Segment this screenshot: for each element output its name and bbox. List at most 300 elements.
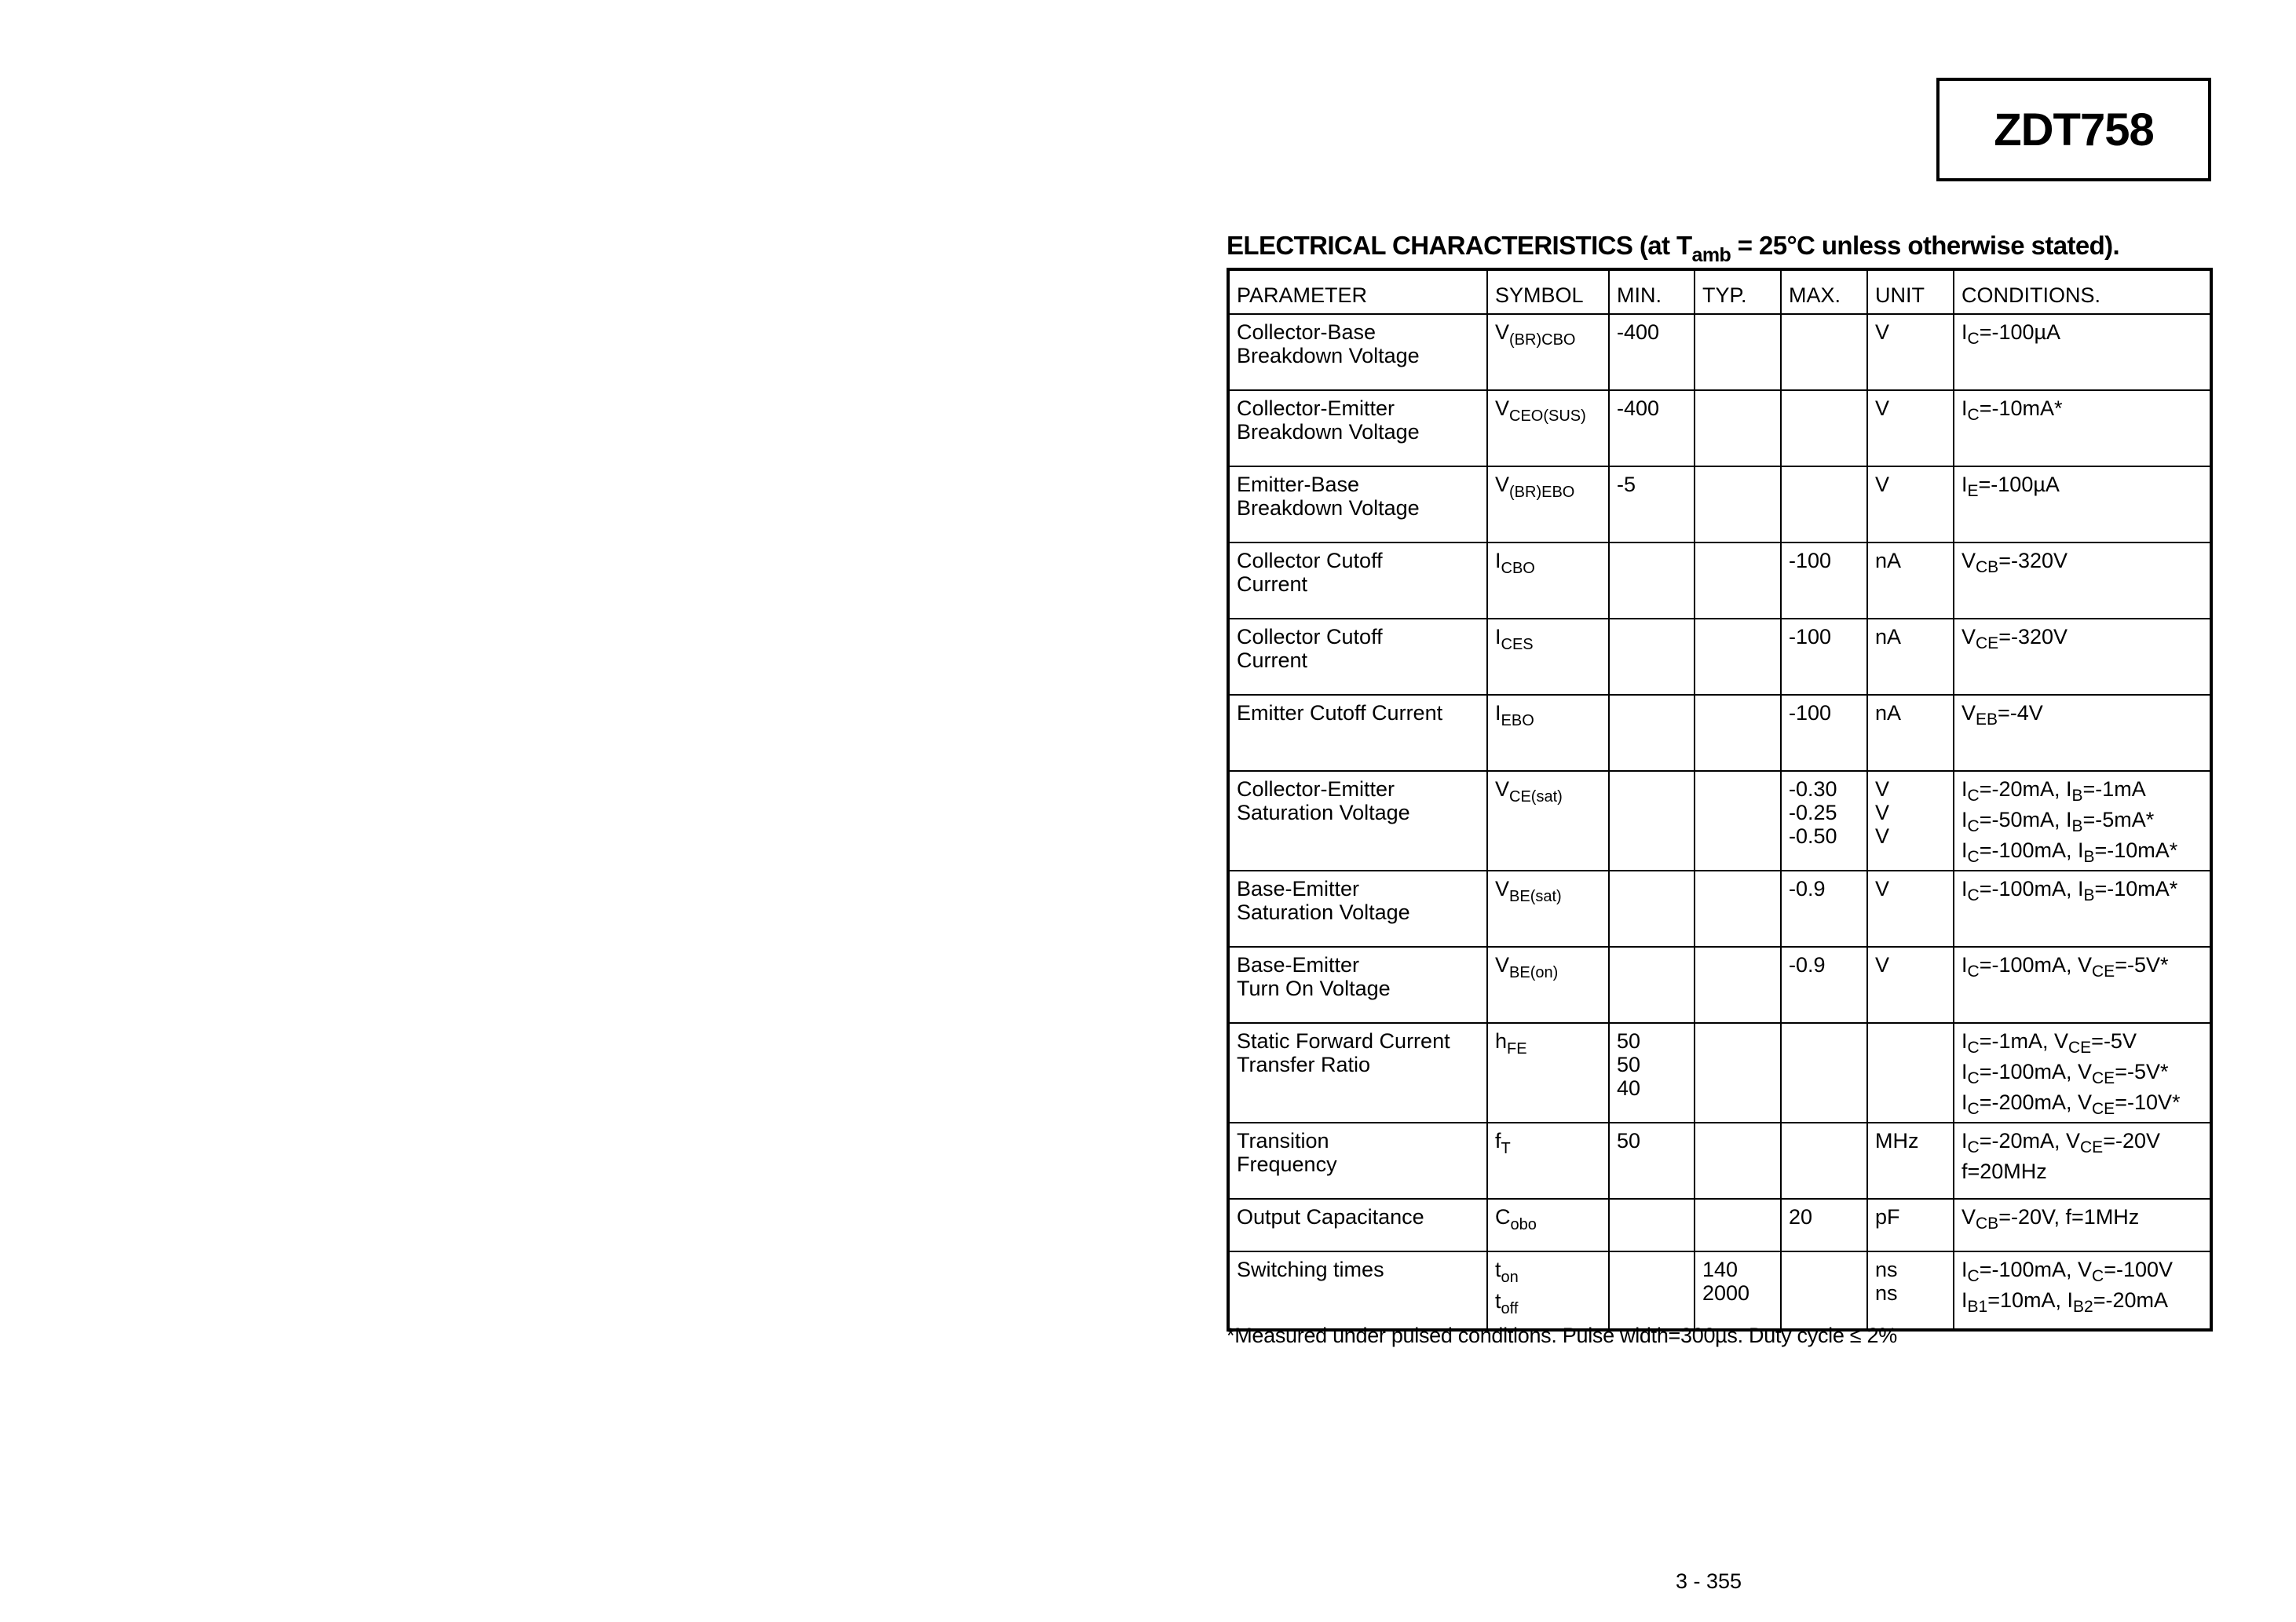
min-cell	[1609, 314, 1695, 390]
parameter-cell-line: Emitter-Base	[1237, 473, 1360, 496]
symbol-cell	[1487, 695, 1609, 771]
section-title	[1227, 231, 2216, 267]
parameter-cell-line: Breakdown Voltage	[1237, 344, 1420, 367]
max-cell	[1781, 771, 1867, 871]
condition-subscript: C	[1967, 1069, 1980, 1087]
max-cell-line: -0.9	[1789, 877, 1826, 901]
parameter-cell-line: Breakdown Voltage	[1237, 420, 1420, 444]
condition-text: =10mA, I	[1987, 1288, 2074, 1312]
min-cell	[1609, 390, 1695, 466]
condition-text: =-10mA*	[2094, 838, 2178, 862]
table-row	[1228, 314, 2211, 390]
condition-text: =-4V	[1998, 701, 2043, 725]
parameter-cell	[1228, 390, 1487, 466]
condition-subscript: C	[1967, 963, 1980, 981]
symbol-line	[1495, 701, 1608, 732]
typ-cell	[1695, 871, 1781, 947]
unit-cell-line: MHz	[1875, 1129, 1919, 1153]
symbol-main: I	[1495, 701, 1501, 725]
unit-cell-line: nA	[1875, 625, 1902, 648]
condition-text: =-10mA*	[1979, 396, 2063, 420]
conditions-cell	[1954, 390, 2211, 466]
section-title-prefix: ELECTRICAL CHARACTERISTICS (at T	[1227, 231, 1692, 260]
unit-cell	[1867, 947, 1954, 1023]
condition-subscript: CE	[2067, 1039, 2092, 1057]
condition-text: I	[1961, 1090, 1968, 1114]
table-row	[1228, 871, 2211, 947]
min-cell	[1609, 1123, 1695, 1199]
parameter-cell	[1228, 1199, 1487, 1251]
symbol-main: V	[1495, 473, 1510, 496]
symbol-cell	[1487, 542, 1609, 619]
condition-text: =-1mA	[2082, 777, 2146, 801]
condition-subscript: C	[1967, 1138, 1980, 1156]
min-cell-line: 40	[1617, 1076, 1641, 1100]
condition-text: =-50mA, I	[1979, 808, 2072, 831]
unit-cell-line: ns	[1875, 1258, 1898, 1281]
symbol-line	[1495, 320, 1608, 352]
min-cell-line: 50	[1617, 1129, 1641, 1153]
parameter-cell	[1228, 619, 1487, 695]
max-cell-line: -0.30	[1789, 777, 1837, 801]
part-number: ZDT758	[1994, 104, 2154, 155]
parameter-cell	[1228, 871, 1487, 947]
condition-line	[1961, 625, 2210, 656]
condition-text: V	[1961, 625, 1976, 648]
unit-cell	[1867, 1251, 1954, 1330]
parameter-cell-line: Frequency	[1237, 1153, 1337, 1176]
parameter-cell-line: Current	[1237, 648, 1308, 672]
symbol-cell	[1487, 947, 1609, 1023]
condition-subscript: CB	[1976, 1215, 1999, 1233]
unit-cell-line: V	[1875, 953, 1890, 977]
conditions-cell	[1954, 1023, 2211, 1123]
unit-cell-line: V	[1875, 396, 1890, 420]
symbol-main: V	[1495, 320, 1510, 344]
max-cell	[1781, 1023, 1867, 1123]
typ-cell	[1695, 466, 1781, 542]
parameter-cell-line: Collector-Emitter	[1237, 396, 1395, 420]
electrical-characteristics-table	[1227, 268, 2213, 1332]
condition-text: =-100µA	[1979, 320, 2061, 344]
unit-cell	[1867, 871, 1954, 947]
unit-cell	[1867, 542, 1954, 619]
symbol-main: V	[1495, 877, 1510, 901]
condition-line	[1961, 1258, 2210, 1288]
symbol-main: C	[1495, 1205, 1511, 1229]
condition-line	[1961, 473, 2210, 503]
parameter-cell-line: Collector-Base	[1237, 320, 1377, 344]
table-header-row	[1228, 269, 2211, 314]
min-cell	[1609, 1023, 1695, 1123]
parameter-cell	[1228, 771, 1487, 871]
condition-subscript: C	[1967, 848, 1980, 866]
max-cell-line: -100	[1789, 701, 1832, 725]
parameter-cell	[1228, 314, 1487, 390]
table-row	[1228, 1123, 2211, 1199]
min-cell	[1609, 1199, 1695, 1251]
header-conditions: CONDITIONS.	[1954, 269, 2211, 314]
unit-cell	[1867, 619, 1954, 695]
max-cell	[1781, 542, 1867, 619]
condition-subscript: B	[2071, 787, 2083, 805]
unit-cell	[1867, 771, 1954, 871]
unit-cell-line: nA	[1875, 701, 1902, 725]
min-cell	[1609, 1251, 1695, 1330]
condition-text: I	[1961, 1129, 1968, 1153]
condition-text: =-100mA, V	[1979, 953, 2093, 977]
unit-cell	[1867, 390, 1954, 466]
condition-line	[1961, 808, 2210, 838]
max-cell	[1781, 466, 1867, 542]
condition-text: I	[1961, 396, 1968, 420]
min-cell	[1609, 542, 1695, 619]
condition-subscript: B	[2071, 817, 2083, 835]
min-cell	[1609, 947, 1695, 1023]
header-typ: TYP.	[1695, 269, 1781, 314]
parameter-cell-line: Transfer Ratio	[1237, 1053, 1371, 1076]
typ-cell	[1695, 1199, 1781, 1251]
conditions-cell	[1954, 619, 2211, 695]
condition-text: =-20mA, V	[1979, 1129, 2080, 1153]
max-cell-line: -100	[1789, 625, 1832, 648]
max-cell	[1781, 695, 1867, 771]
symbol-main: f	[1495, 1129, 1501, 1153]
condition-subscript: B1	[1967, 1298, 1988, 1316]
conditions-cell	[1954, 1251, 2211, 1330]
conditions-cell	[1954, 1199, 2211, 1251]
parameter-cell	[1228, 1123, 1487, 1199]
condition-text: =-20mA	[2093, 1288, 2168, 1312]
typ-cell	[1695, 1023, 1781, 1123]
condition-text: =-5V	[2091, 1029, 2137, 1053]
condition-subscript: CB	[1976, 558, 1999, 576]
header-min: MIN.	[1609, 269, 1695, 314]
condition-text: =-20mA, I	[1979, 777, 2072, 801]
part-number-box	[1936, 78, 2211, 181]
symbol-line	[1495, 1205, 1608, 1237]
parameter-cell-line: Output Capacitance	[1237, 1205, 1424, 1229]
table-row	[1228, 619, 2211, 695]
symbol-main: V	[1495, 777, 1510, 801]
symbol-main: I	[1495, 549, 1501, 572]
typ-cell	[1695, 771, 1781, 871]
symbol-subscript: CE(sat)	[1509, 788, 1563, 806]
typ-cell	[1695, 390, 1781, 466]
symbol-subscript: (BR)CBO	[1509, 331, 1576, 349]
parameter-cell-line: Emitter Cutoff Current	[1237, 701, 1443, 725]
condition-text: I	[1961, 320, 1968, 344]
unit-cell	[1867, 695, 1954, 771]
condition-line	[1961, 1129, 2210, 1160]
unit-cell	[1867, 1199, 1954, 1251]
parameter-cell-line: Base-Emitter	[1237, 953, 1360, 977]
footnote: *Measured under pulsed conditions. Pulse width=300µs. Duty cycle ≤ 2%	[1227, 1324, 1897, 1347]
symbol-line	[1495, 625, 1608, 656]
symbol-line	[1495, 953, 1608, 985]
condition-text: =-5V*	[2115, 1060, 2169, 1083]
symbol-cell	[1487, 1123, 1609, 1199]
table-row	[1228, 947, 2211, 1023]
unit-cell-line: ns	[1875, 1281, 1898, 1305]
condition-line	[1961, 1288, 2210, 1319]
parameter-cell	[1228, 542, 1487, 619]
unit-cell-line: V	[1875, 473, 1890, 496]
symbol-subscript: on	[1501, 1269, 1519, 1286]
condition-subscript: B2	[2073, 1298, 2093, 1316]
parameter-cell	[1228, 466, 1487, 542]
condition-text: =-20V, f=1MHz	[1998, 1205, 2140, 1229]
typ-cell	[1695, 314, 1781, 390]
condition-line	[1961, 953, 2210, 984]
section-title-sub: amb	[1691, 244, 1731, 266]
min-cell-line: -400	[1617, 396, 1660, 420]
symbol-cell	[1487, 1199, 1609, 1251]
table-row	[1228, 1251, 2211, 1330]
unit-cell	[1867, 1023, 1954, 1123]
condition-text: =-100V	[2104, 1258, 2174, 1281]
condition-text: =-320V	[1998, 625, 2068, 648]
symbol-line	[1495, 1129, 1608, 1160]
typ-cell	[1695, 1251, 1781, 1330]
condition-subscript: CE	[1976, 634, 1999, 652]
condition-text: =-200mA, V	[1979, 1090, 2093, 1114]
condition-line	[1961, 396, 2210, 427]
max-cell	[1781, 871, 1867, 947]
condition-line	[1961, 1090, 2210, 1121]
parameter-cell	[1228, 695, 1487, 771]
symbol-main: V	[1495, 396, 1510, 420]
conditions-cell	[1954, 695, 2211, 771]
condition-line	[1961, 320, 2210, 351]
condition-text: V	[1961, 701, 1976, 725]
symbol-subscript: CEO(SUS)	[1509, 407, 1586, 425]
symbol-line	[1495, 1258, 1608, 1289]
symbol-line	[1495, 473, 1608, 504]
min-cell-line: 50	[1617, 1029, 1641, 1053]
table-row	[1228, 390, 2211, 466]
condition-text: I	[1961, 1029, 1968, 1053]
parameter-cell-line: Transition	[1237, 1129, 1329, 1153]
condition-subscript: C	[1967, 1039, 1980, 1057]
max-cell	[1781, 314, 1867, 390]
conditions-cell	[1954, 466, 2211, 542]
max-cell	[1781, 1199, 1867, 1251]
unit-cell-line: nA	[1875, 549, 1902, 572]
condition-text: I	[1961, 808, 1968, 831]
condition-text: =-320V	[1998, 549, 2068, 572]
symbol-subscript: T	[1501, 1140, 1511, 1157]
parameter-cell	[1228, 1251, 1487, 1330]
symbol-main: I	[1495, 625, 1501, 648]
condition-line	[1961, 549, 2210, 579]
max-cell-line: -0.25	[1789, 801, 1837, 824]
condition-text: =-1mA, V	[1979, 1029, 2068, 1053]
condition-subscript: C	[1967, 406, 1980, 424]
parameter-cell-line: Switching times	[1237, 1258, 1384, 1281]
symbol-line	[1495, 877, 1608, 908]
condition-subscript: CE	[2092, 1100, 2115, 1118]
typ-cell	[1695, 947, 1781, 1023]
condition-line	[1961, 701, 2210, 732]
unit-cell	[1867, 466, 1954, 542]
parameter-cell-line: Base-Emitter	[1237, 877, 1360, 901]
condition-text: I	[1961, 1060, 1968, 1083]
symbol-cell	[1487, 390, 1609, 466]
table-row	[1228, 1199, 2211, 1251]
symbol-subscript: FE	[1507, 1040, 1527, 1058]
condition-subscript: E	[1967, 482, 1979, 500]
condition-text: I	[1961, 473, 1968, 496]
condition-text: =-10V*	[2115, 1090, 2181, 1114]
condition-text: =-100mA, V	[1979, 1060, 2093, 1083]
unit-cell	[1867, 314, 1954, 390]
max-cell	[1781, 1251, 1867, 1330]
condition-subscript: C	[2092, 1267, 2104, 1285]
unit-cell-line: V	[1875, 877, 1890, 901]
parameter-cell-line: Saturation Voltage	[1237, 901, 1410, 924]
condition-text: I	[1961, 953, 1968, 977]
symbol-cell	[1487, 619, 1609, 695]
symbol-line	[1495, 549, 1608, 580]
condition-text: =-10mA*	[2094, 877, 2178, 901]
condition-subscript: EB	[1976, 711, 1998, 729]
condition-line	[1961, 877, 2210, 908]
condition-subscript: CE	[2080, 1138, 2104, 1156]
condition-line	[1961, 838, 2210, 869]
min-cell	[1609, 871, 1695, 947]
unit-cell	[1867, 1123, 1954, 1199]
condition-text: I	[1961, 877, 1968, 901]
typ-cell	[1695, 695, 1781, 771]
symbol-subscript: BE(on)	[1509, 964, 1559, 981]
symbol-main: t	[1495, 1289, 1501, 1313]
symbol-subscript: (BR)EBO	[1509, 484, 1575, 501]
conditions-cell	[1954, 947, 2211, 1023]
max-cell-line: -0.50	[1789, 824, 1837, 848]
header-symbol: SYMBOL	[1487, 269, 1609, 314]
table-row	[1228, 466, 2211, 542]
conditions-cell	[1954, 1123, 2211, 1199]
unit-cell-line: V	[1875, 320, 1890, 344]
table-row	[1228, 695, 2211, 771]
symbol-subscript: off	[1501, 1300, 1519, 1317]
symbol-subscript: BE(sat)	[1509, 888, 1562, 905]
parameter-cell-line: Collector Cutoff	[1237, 625, 1383, 648]
min-cell-line: -5	[1617, 473, 1636, 496]
condition-subscript: C	[1967, 1100, 1980, 1118]
parameter-cell-line: Breakdown Voltage	[1237, 496, 1420, 520]
condition-text: I	[1961, 777, 1968, 801]
condition-text: f=20MHz	[1961, 1160, 2047, 1183]
symbol-line	[1495, 1289, 1608, 1321]
condition-subscript: CE	[2092, 1069, 2115, 1087]
symbol-line	[1495, 396, 1608, 428]
page-number: 3 - 355	[1676, 1569, 1742, 1593]
condition-text: =-100µA	[1978, 473, 2060, 496]
condition-text: =-100mA, I	[1979, 877, 2084, 901]
symbol-subscript: obo	[1510, 1216, 1537, 1233]
condition-subscript: C	[1967, 787, 1980, 805]
symbol-main: V	[1495, 953, 1510, 977]
max-cell-line: -100	[1789, 549, 1832, 572]
section-title-suffix: = 25°C unless otherwise stated).	[1731, 231, 2120, 260]
table-body	[1228, 314, 2211, 1330]
unit-cell-line: pF	[1875, 1205, 1900, 1229]
max-cell-line: 20	[1789, 1205, 1813, 1229]
symbol-cell	[1487, 1251, 1609, 1330]
condition-line	[1961, 777, 2210, 808]
symbol-main: t	[1495, 1258, 1501, 1281]
parameter-cell-line: Turn On Voltage	[1237, 977, 1391, 1000]
condition-line	[1961, 1060, 2210, 1090]
max-cell	[1781, 947, 1867, 1023]
symbol-subscript: EBO	[1501, 712, 1534, 729]
typ-cell	[1695, 619, 1781, 695]
condition-subscript: C	[1967, 330, 1980, 348]
typ-cell	[1695, 1123, 1781, 1199]
min-cell	[1609, 466, 1695, 542]
unit-cell-line: V	[1875, 777, 1890, 801]
condition-text: =-100mA, I	[1979, 838, 2084, 862]
table-row	[1228, 542, 2211, 619]
parameter-cell	[1228, 947, 1487, 1023]
conditions-cell	[1954, 771, 2211, 871]
unit-cell-line: V	[1875, 801, 1890, 824]
symbol-line	[1495, 777, 1608, 809]
max-cell-line: -0.9	[1789, 953, 1826, 977]
condition-text: I	[1961, 838, 1968, 862]
condition-subscript: C	[1967, 886, 1980, 904]
condition-subscript: B	[2083, 886, 2095, 904]
condition-subscript: CE	[2092, 963, 2115, 981]
min-cell	[1609, 619, 1695, 695]
symbol-cell	[1487, 466, 1609, 542]
max-cell	[1781, 390, 1867, 466]
min-cell	[1609, 771, 1695, 871]
parameter-cell-line: Collector Cutoff	[1237, 549, 1383, 572]
max-cell	[1781, 1123, 1867, 1199]
symbol-cell	[1487, 1023, 1609, 1123]
min-cell-line: -400	[1617, 320, 1660, 344]
typ-cell-line: 2000	[1702, 1281, 1750, 1305]
symbol-cell	[1487, 771, 1609, 871]
condition-text: V	[1961, 549, 1976, 572]
condition-subscript: B	[2083, 848, 2095, 866]
header-unit: UNIT	[1867, 269, 1954, 314]
condition-subscript: C	[1967, 1267, 1980, 1285]
unit-cell-line: V	[1875, 824, 1890, 848]
header-max: MAX.	[1781, 269, 1867, 314]
condition-line	[1961, 1205, 2210, 1236]
table-row	[1228, 771, 2211, 871]
conditions-cell	[1954, 542, 2211, 619]
table-row	[1228, 1023, 2211, 1123]
parameter-cell-line: Static Forward Current	[1237, 1029, 1450, 1053]
parameter-cell-line: Current	[1237, 572, 1308, 596]
condition-line	[1961, 1160, 2210, 1183]
condition-subscript: C	[1967, 817, 1980, 835]
condition-text: I	[1961, 1288, 1968, 1312]
conditions-cell	[1954, 314, 2211, 390]
condition-text: =-100mA, V	[1979, 1258, 2093, 1281]
parameter-cell	[1228, 1023, 1487, 1123]
condition-text: =-5V*	[2115, 953, 2169, 977]
condition-text: I	[1961, 1258, 1968, 1281]
condition-text: =-20V	[2103, 1129, 2160, 1153]
condition-text: V	[1961, 1205, 1976, 1229]
symbol-line	[1495, 1029, 1608, 1061]
